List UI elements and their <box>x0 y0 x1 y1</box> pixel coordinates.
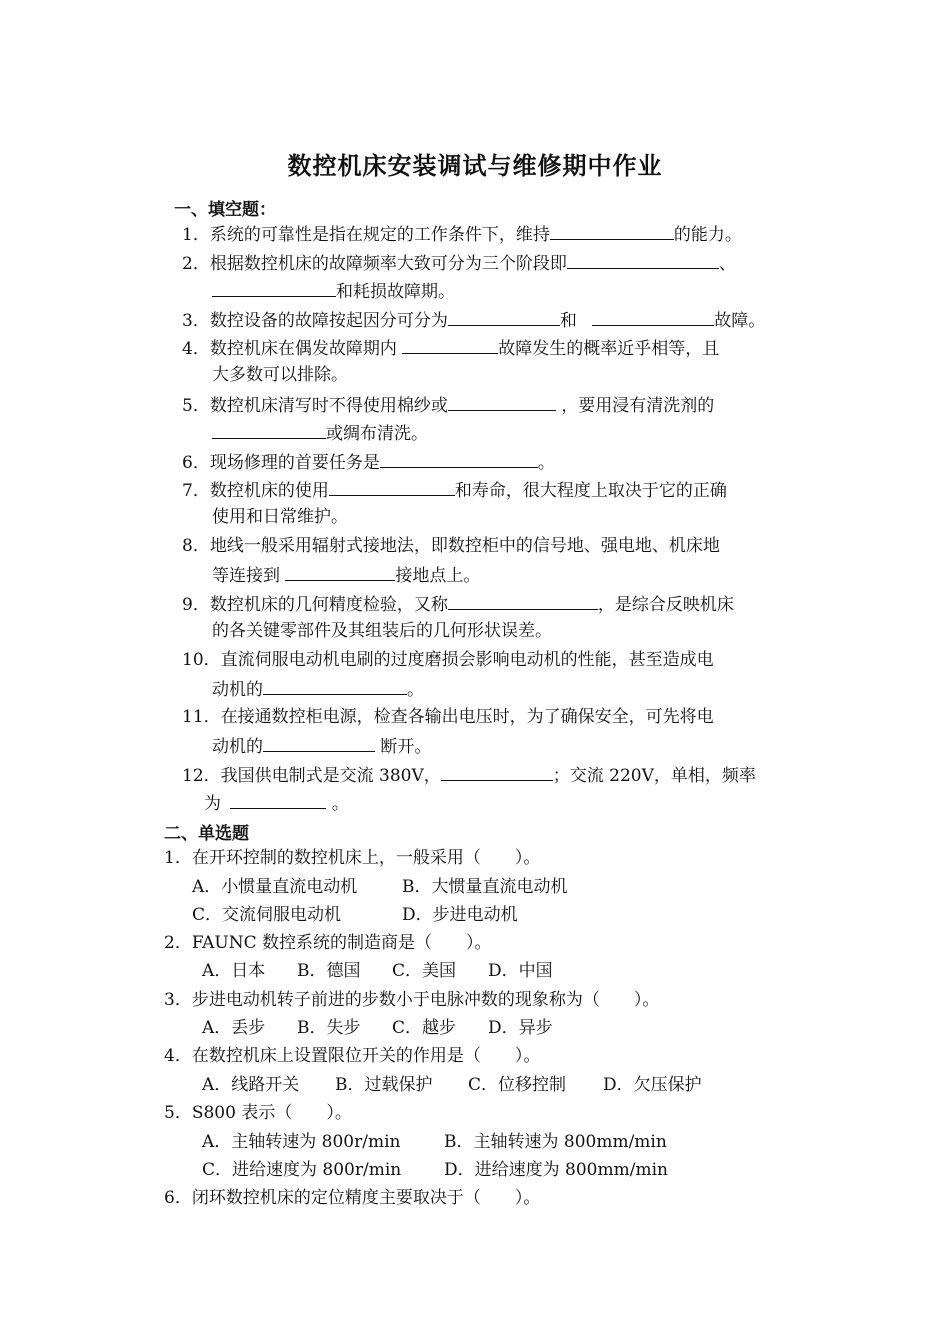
mc-option-c[interactable]: C．位移控制 <box>468 1075 567 1095</box>
question-8-continued: 等连接到 接地点上。 <box>212 563 480 587</box>
question-11-continued: 动机的 断开。 <box>212 734 431 758</box>
question-7-continued: 使用和日常维护。 <box>212 507 348 527</box>
mc-option-c[interactable]: C．越步 <box>392 1018 457 1038</box>
question-12-continued: 为 。 <box>204 791 349 815</box>
mc-option-a[interactable]: A．主轴转速为 800r/min <box>202 1132 401 1152</box>
mc-option-a[interactable]: A．线路开关 <box>202 1075 300 1095</box>
question-9: 9．数控机床的几何精度检验，又称 ，是综合反映机床 <box>182 592 734 616</box>
question-3: 3．数控设备的故障按起因分可分为 和 故障。 <box>182 308 765 332</box>
question-1: 1．系统的可靠性是指在规定的工作条件下，维持 的能力。 <box>182 222 742 246</box>
mc-option-b[interactable]: B．失步 <box>297 1018 361 1038</box>
question-5-continued: 或绸布清洗。 <box>212 421 428 445</box>
mc-option-d[interactable]: D．中国 <box>488 961 553 981</box>
mc-option-c[interactable]: C．进给速度为 800r/min <box>202 1160 402 1180</box>
question-5: 5．数控机床清写时不得使用棉纱或 ，要用浸有清洗剂的 <box>182 393 714 417</box>
mc-question-2: 2．FAUNC 数控系统的制造商是（ ）。 <box>164 933 492 953</box>
answer-blank[interactable] <box>263 677 407 695</box>
answer-blank[interactable] <box>550 222 674 240</box>
answer-blank[interactable] <box>212 279 336 297</box>
page-title: 数控机床安装调试与维修期中作业 <box>287 152 663 180</box>
mc-question-3: 3．步进电动机转子前进的步数小于电脉冲数的现象称为（ ）。 <box>164 990 660 1010</box>
mc-option-a[interactable]: A．日本 <box>202 961 266 981</box>
mc-option-b[interactable]: B．主轴转速为 800mm/min <box>444 1132 667 1152</box>
mc-option-c[interactable]: C．交流伺服电动机 <box>192 905 342 925</box>
mc-question-4: 4．在数控机床上设置限位开关的作用是（ ）。 <box>164 1046 541 1066</box>
answer-blank[interactable] <box>448 592 598 610</box>
mc-option-a[interactable]: A．丢步 <box>202 1018 266 1038</box>
mc-option-d[interactable]: D．欠压保护 <box>603 1075 702 1095</box>
answer-blank[interactable] <box>448 393 556 411</box>
answer-blank[interactable] <box>380 450 538 468</box>
mc-option-a[interactable]: A．小惯量直流电动机 <box>192 877 358 897</box>
question-2-continued: 和耗损故障期。 <box>212 279 455 303</box>
answer-blank[interactable] <box>230 791 326 809</box>
question-2: 2．根据数控机床的故障频率大致可分为三个阶段即 、 <box>182 251 736 275</box>
answer-blank[interactable] <box>263 734 375 752</box>
mc-option-b[interactable]: B．过载保护 <box>335 1075 433 1095</box>
answer-blank[interactable] <box>285 563 395 581</box>
answer-blank[interactable] <box>441 763 553 781</box>
question-10-continued: 动机的 。 <box>212 677 424 701</box>
answer-blank[interactable] <box>592 308 714 326</box>
answer-blank[interactable] <box>329 478 455 496</box>
question-11: 11．在接通数控柜电源，检查各输出电压时，为了确保安全，可先将电 <box>182 707 714 727</box>
mc-question-6: 6．闭环数控机床的定位精度主要取决于（ ）。 <box>164 1188 541 1208</box>
question-6: 6．现场修理的首要任务是 。 <box>182 450 555 474</box>
answer-blank[interactable] <box>567 251 719 269</box>
question-7: 7．数控机床的使用 和寿命，很大程度上取决于它的正确 <box>182 478 727 502</box>
answer-blank[interactable] <box>402 336 498 354</box>
answer-blank[interactable] <box>212 421 326 439</box>
answer-blank[interactable] <box>448 308 560 326</box>
mc-question-5: 5．S800 表示（ ）。 <box>164 1103 352 1123</box>
question-8: 8．地线一般采用辐射式接地法，即数控柜中的信号地、强电地、机床地 <box>182 536 720 556</box>
mc-option-d[interactable]: D．异步 <box>488 1018 553 1038</box>
mc-option-c[interactable]: C．美国 <box>392 961 457 981</box>
section-heading-single-choice: 二、单选题 <box>164 824 249 844</box>
mc-option-b[interactable]: B．德国 <box>297 961 361 981</box>
question-12: 12．我国供电制式是交流 380V， ；交流 220V，单相，频率 <box>182 763 756 787</box>
question-10: 10．直流伺服电动机电刷的过度磨损会影响电动机的性能，甚至造成电 <box>182 650 714 670</box>
section-heading-fill-blank: 一、填空题： <box>174 200 276 220</box>
question-9-continued: 的各关键零部件及其组装后的几何形状误差。 <box>212 621 552 641</box>
mc-question-1: 1．在开环控制的数控机床上，一般采用（ ）。 <box>164 848 541 868</box>
question-4: 4．数控机床在偶发故障期内 故障发生的概率近乎相等，且 <box>182 336 719 360</box>
question-4-continued: 大多数可以排除。 <box>212 365 348 385</box>
mc-option-b[interactable]: B．大惯量直流电动机 <box>402 877 568 897</box>
mc-option-d[interactable]: D．步进电动机 <box>402 905 518 925</box>
mc-option-d[interactable]: D．进给速度为 800mm/min <box>444 1160 668 1180</box>
